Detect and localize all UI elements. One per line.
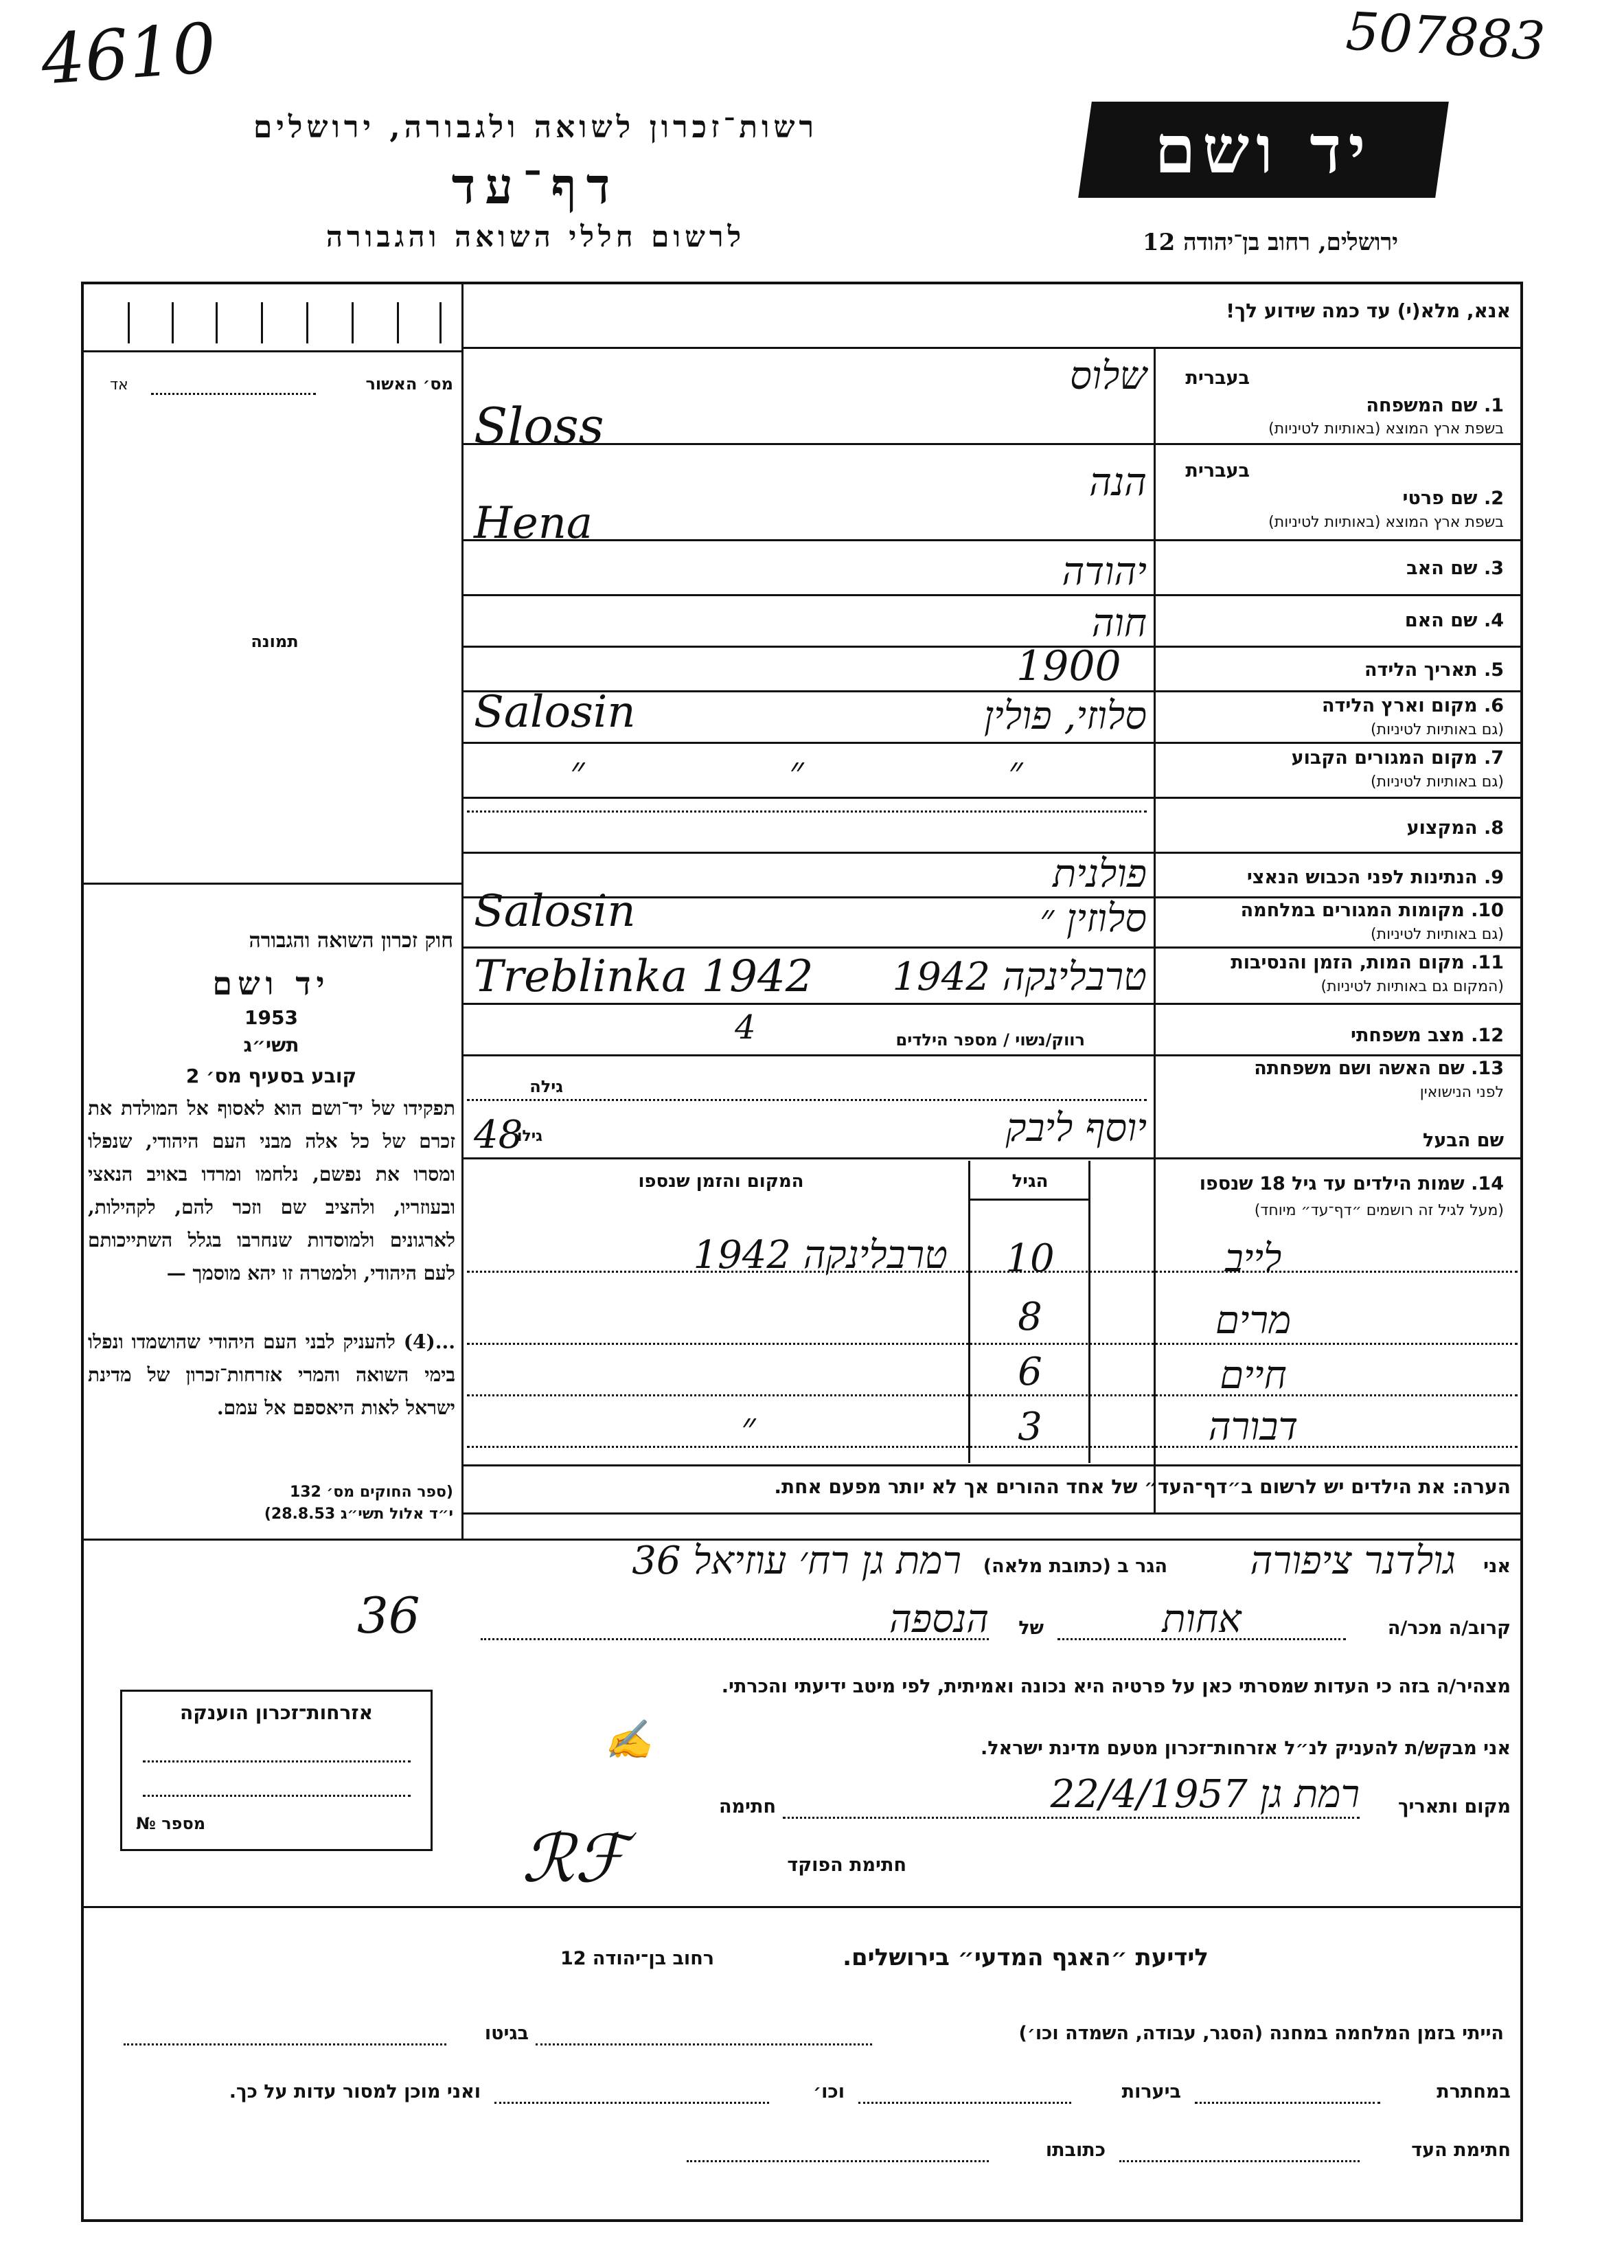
surname-he: שלוס bbox=[1069, 354, 1147, 398]
children-count: 4 bbox=[735, 1008, 756, 1047]
footer-witness-address-label: כתובתו bbox=[1045, 2140, 1106, 2161]
child-1-place: טרבלינקה 1942 bbox=[693, 1233, 948, 1278]
law-title: חוק זכרון השואה והגבורה bbox=[249, 929, 453, 953]
decl-of-whom: הנספה bbox=[889, 1597, 989, 1642]
maiden-note: לפני הנישואין bbox=[1419, 1084, 1504, 1101]
field-6-label: 6. מקום וארץ הלידה bbox=[1321, 695, 1504, 716]
field-7-label: 7. מקום המגורים הקבוע bbox=[1291, 747, 1504, 769]
law-text-2: ...(4) להעניק לבני העם היהודי שהושמדו ונפלו בימי השואה והמרי אזרחות־זכרון של מדינת ישראל לאות היאספם אל עמם. bbox=[88, 1330, 455, 1419]
latin-also-6: (גם באותיות לטיניות) bbox=[1371, 721, 1504, 738]
approval-label: מס׳ האשור bbox=[365, 374, 453, 394]
children-note: (מעל לגיל זה רושמים ״דף־עד״ מיוחד) bbox=[1254, 1202, 1504, 1219]
child-3-age: 6 bbox=[1018, 1350, 1042, 1394]
form-subtitle: לרשום חללי השואה והגבורה bbox=[325, 220, 746, 253]
war-residence-lat: Salosin bbox=[474, 886, 636, 937]
death-lat: Treblinka 1942 bbox=[474, 951, 814, 1002]
footer-title: לידיעת ״האגף המדעי״ בירושלים. bbox=[843, 1944, 1209, 1971]
field-4-label: 4. שם האם bbox=[1404, 610, 1504, 631]
in-hebrew-label-1: בעברית bbox=[1185, 367, 1250, 389]
law-hebrew-year: תשי״ג bbox=[243, 1034, 299, 1056]
latin-note-1: בשפת ארץ המוצא (באותיות לטיניות) bbox=[1268, 420, 1504, 438]
child-4-name: דבורה bbox=[1208, 1405, 1299, 1449]
father-name: יהודה bbox=[1062, 549, 1147, 594]
footer-ghetto-label: בגיטו bbox=[484, 2023, 529, 2044]
citizenship: פולנית bbox=[1053, 852, 1147, 896]
law-ref-2: י״ד אלול תשי״ג 28.8.53) bbox=[264, 1506, 453, 1523]
war-residence-he: סלוזין ״ bbox=[1039, 896, 1147, 941]
footer-witness-sig-label: חתימת העד bbox=[1411, 2140, 1511, 2161]
photo-label: תמונה bbox=[251, 632, 299, 651]
child-1-age: 10 bbox=[1005, 1236, 1055, 1281]
footer-testimony-label: ואני מוכן למסור עדות על כך. bbox=[229, 2081, 481, 2102]
decl-request: אני מבקש/ת להעניק לנ״ל אזרחות־זכרון מטעם מדינת ישראל. bbox=[980, 1738, 1511, 1759]
archive-number: 507883 bbox=[1344, 0, 1547, 72]
footer-underground-label: במחתרת bbox=[1437, 2081, 1511, 2102]
decl-address-label: הגר ב (כתובת מלאה) bbox=[983, 1556, 1167, 1577]
decl-i: אני bbox=[1483, 1556, 1511, 1577]
first-name-he: הנה bbox=[1089, 460, 1147, 505]
latin-also-7: (גם באותיות לטיניות) bbox=[1371, 773, 1504, 791]
children-note-remark: הערה: את הילדים יש לרשום ב״דף־העד״ של אחד ההורים אך לא יותר מפעם אחת. bbox=[774, 1475, 1511, 1498]
decl-of-label: של bbox=[1018, 1618, 1044, 1639]
residence: ״ ״ ״ bbox=[570, 749, 1119, 793]
clerk-label: חתימת הפוקד bbox=[787, 1855, 906, 1876]
place-date-value: רמת גן 22/4/1957 bbox=[1050, 1772, 1360, 1817]
declarant-name: גולדנר ציפורה bbox=[1250, 1539, 1456, 1583]
field-13-label: 13. שם האשה ושם משפחתה bbox=[1254, 1058, 1504, 1079]
field-9-label: 9. הנתינות לפני הכבוש הנאצי bbox=[1246, 867, 1504, 888]
signature-label: חתימה bbox=[718, 1796, 776, 1817]
handwritten-corner-number: 4610 bbox=[38, 8, 219, 100]
birth-place-lat: Salosin bbox=[474, 687, 636, 738]
law-ref: (ספר החוקים מס׳ 132 bbox=[289, 1484, 453, 1501]
field-5-label: 5. תאריך הלידה bbox=[1364, 659, 1504, 681]
children-col-place: המקום והזמן שנספו bbox=[638, 1171, 804, 1192]
age-label-husband: גילו bbox=[516, 1128, 542, 1145]
birth-place-he: סלוזי, פולין bbox=[983, 694, 1147, 738]
footer-camp-label: הייתי בזמן המלחמה במחנה (הסגר, עבודה, השמדה וכו׳) bbox=[1018, 2023, 1504, 2044]
field-12-label: 12. מצב משפחתי bbox=[1351, 1025, 1504, 1046]
clerk-signature: ℛℱ bbox=[522, 1820, 627, 1897]
age-label-wife: גילה bbox=[529, 1077, 563, 1096]
mother-name: חוה bbox=[1091, 601, 1147, 646]
field-3-label: 3. שם האב bbox=[1406, 558, 1504, 579]
field-14-label: 14. שמות הילדים עד גיל 18 שנספו bbox=[1199, 1173, 1504, 1194]
child-4-age: 3 bbox=[1018, 1405, 1042, 1449]
yad-vashem-logo bbox=[1078, 102, 1449, 198]
law-name: יד ושם bbox=[212, 965, 330, 1002]
logo-text: יד ושם bbox=[1154, 111, 1373, 188]
decl-relation-label: קרוב/ה מכר/ה bbox=[1387, 1618, 1511, 1639]
address: ירושלים, רחוב בן־יהודה 12 bbox=[1142, 229, 1399, 256]
law-text: תפקידו של יד־ושם הוא לאסוף אל המולדת את זכרם של כל אלה מבני העם היהודי, שנפלו ומסרו את נפשם, נלחמו ומרדו באויב הנאצי ובעוזריו, ולהציב שם וזכר להם, לקהילות, לארגונים ולמוסדות שנחרבו בגלל השתייכותם לעם היהודי, ולמטרה זו יהא מוסמך — bbox=[88, 1097, 455, 1284]
approval-mark: אד bbox=[110, 376, 128, 394]
footer-forests-label: ביערות bbox=[1121, 2081, 1181, 2102]
children-col-age: הגיל bbox=[1011, 1171, 1049, 1192]
declarant-relation: אחות bbox=[1162, 1597, 1242, 1642]
child-4-place: ״ bbox=[741, 1405, 756, 1449]
intro-text: אנא, מלא(י) עד כמה שידוע לך! bbox=[1226, 299, 1511, 322]
citizenship-box bbox=[120, 1690, 433, 1851]
field-10-label: 10. מקומות המגורים במלחמה bbox=[1240, 900, 1504, 921]
latin-note-2: בשפת ארץ המוצא (באותיות לטיניות) bbox=[1268, 514, 1504, 531]
child-2-age: 8 bbox=[1018, 1295, 1042, 1339]
declarant-address: רמת גן רח׳ עוזיאל 36 bbox=[632, 1539, 961, 1583]
footer-etc-label: וכו׳ bbox=[813, 2081, 845, 2102]
decl-signature-1: ✍ bbox=[604, 1718, 652, 1762]
field-2-label: 2. שם פרטי bbox=[1402, 488, 1504, 509]
first-name-lat: Hena bbox=[474, 498, 593, 549]
child-2-name: מרים bbox=[1215, 1298, 1292, 1343]
field-11-label: 11. מקום המות, הזמן והנסיבות bbox=[1231, 952, 1504, 973]
surname-lat: Sloss bbox=[474, 397, 604, 455]
place-date-label: מקום ותאריך bbox=[1397, 1796, 1511, 1817]
law-year: 1953 bbox=[244, 1006, 298, 1029]
authority-name: רשות־זכרון לשואה ולגבורה, ירושלים bbox=[253, 110, 819, 145]
birth-date: 1900 bbox=[1016, 642, 1121, 690]
spouse-age: 48 bbox=[474, 1113, 523, 1157]
child-3-name: חיים bbox=[1220, 1353, 1287, 1398]
field-8-label: 8. המקצוע bbox=[1406, 817, 1504, 839]
marital-options: רווק/נשוי / מספר הילדים bbox=[895, 1030, 1085, 1050]
field-1-label: 1. שם המשפחה bbox=[1366, 395, 1504, 416]
death-he: טרבלינקה 1942 bbox=[892, 955, 1147, 999]
footer-address: רחוב בן־יהודה 12 bbox=[560, 1948, 714, 1969]
citizenship-box-title: אזרחות־זכרון הוענקה bbox=[180, 1701, 373, 1724]
husband-label: שם הבעל bbox=[1422, 1130, 1504, 1151]
in-hebrew-label-2: בעברית bbox=[1185, 460, 1250, 481]
spouse-name: יוסף ליבק bbox=[1005, 1106, 1147, 1150]
citizenship-box-number: מספר № bbox=[136, 1814, 206, 1833]
child-1-name: לייב bbox=[1224, 1236, 1282, 1281]
page-number-36: 36 bbox=[357, 1587, 420, 1644]
decl-statement: מצהיר/ה בזה כי העדות שמסרתי כאן על פרטיה היא נכונה ואמיתית, לפי מיטב ידיעתי והכרתי. bbox=[721, 1676, 1511, 1697]
form-title: דף־עד bbox=[451, 157, 620, 215]
place-also-11: (המקום גם באותיות לטיניות) bbox=[1320, 978, 1504, 995]
law-clause: קובע בסעיף מס׳ 2 bbox=[185, 1065, 357, 1087]
latin-also-10: (גם באותיות לטיניות) bbox=[1371, 926, 1504, 943]
